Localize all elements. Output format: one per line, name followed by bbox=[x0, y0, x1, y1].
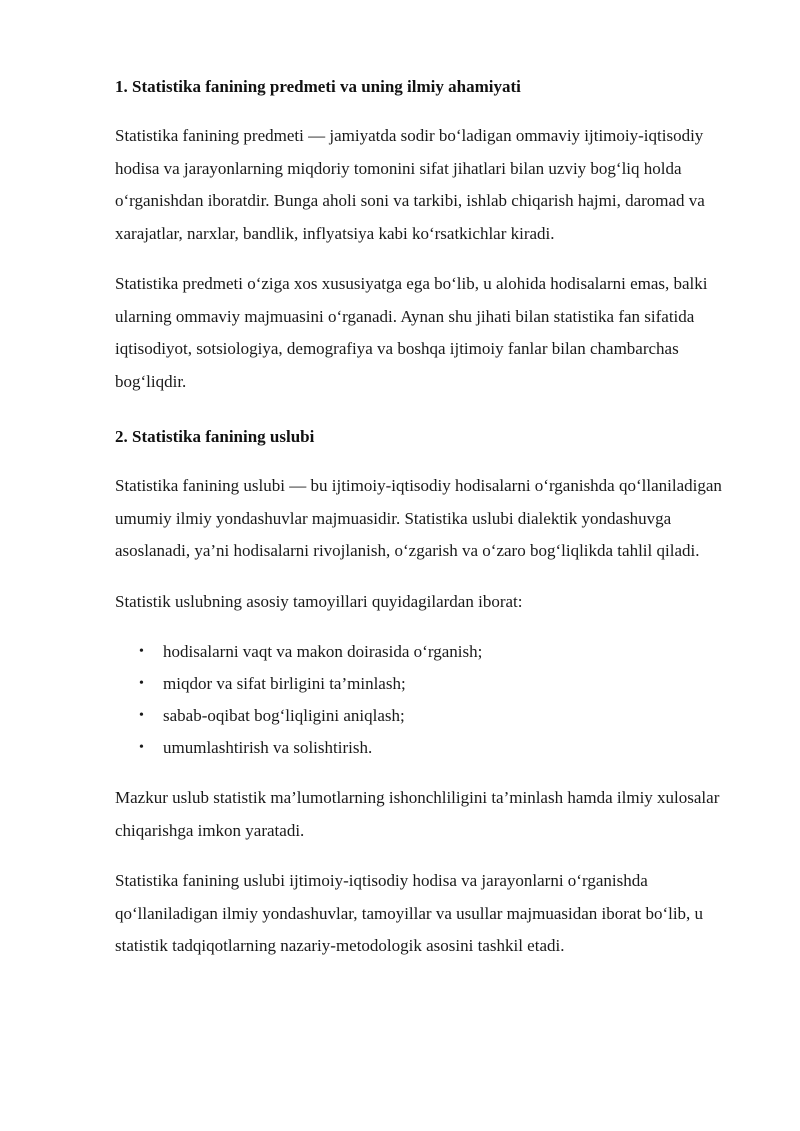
principles-list bbox=[115, 636, 747, 764]
list-item bbox=[139, 732, 747, 764]
section-2-paragraph-2: Statistik uslubning asosiy tamoyillari quyidagilardan iborat: bbox=[115, 591, 523, 611]
section-2-heading: 2. Statistika fanining uslubi bbox=[115, 427, 315, 446]
section-2-paragraph-3: Mazkur uslub statistik ma’lumotlarning ishonchliligini ta’minlash hamda ilmiy xulosalar chiqarishga imkon yaratadi. bbox=[115, 788, 720, 840]
list-item bbox=[139, 636, 747, 668]
section-2-paragraph-4: Statistika fanining uslubi ijtimoiy-iqtisodiy hodisa va jarayonlarni o‘rganishda qo‘llaniladigan ilmiy yondashuvlar, tamoyillar va usullar majmuasidan iborat bo‘lib, u statistik tadqiqotlarning nazariy-metodologik asosini tashkil etadi. bbox=[115, 871, 704, 955]
bullet-icon: • bbox=[139, 708, 144, 723]
bullet-icon: • bbox=[139, 676, 144, 691]
bullet-icon: • bbox=[139, 740, 144, 755]
list-item-text: umumlashtirish va solishtirish. bbox=[163, 738, 373, 757]
list-item-text: miqdor va sifat birligini ta’minlash; bbox=[163, 674, 406, 693]
list-item-text: hodisalarni vaqt va makon doirasida o‘rganish; bbox=[163, 642, 483, 661]
bullet-icon: • bbox=[139, 644, 144, 659]
list-item bbox=[139, 700, 747, 732]
section-1-paragraph-2: Statistika predmeti o‘ziga xos xususiyatga ega bo‘lib, u alohida hodisalarni emas, balki ularning ommaviy majmuasini o‘rganadi. Aynan shu jihati bilan statistika fan sifatida iqtisodiyot, sotsiologiya, demografiya va boshqa ijtimoiy fanlar bilan chambarchas bog‘liqdir. bbox=[115, 274, 708, 391]
document-page bbox=[115, 72, 747, 981]
section-2-paragraph-1: Statistika fanining uslubi — bu ijtimoiy-iqtisodiy hodisalarni o‘rganishda qo‘llaniladigan umumiy ilmiy yondashuvlar majmuasidir. Statistika uslubi dialektik yondashuvga asoslanadi, ya’ni hodisalarni rivojlanish, o‘zgarish va o‘zaro bog‘liqlikda tahlil qiladi. bbox=[115, 476, 722, 560]
section-1-heading: 1. Statistika fanining predmeti va uning ilmiy ahamiyati bbox=[115, 77, 521, 96]
list-item bbox=[139, 668, 747, 700]
list-item-text: sabab-oqibat bog‘liqligini aniqlash; bbox=[163, 706, 405, 725]
section-1-paragraph-1: Statistika fanining predmeti — jamiyatda sodir bo‘ladigan ommaviy ijtimoiy-iqtisodiy hodisa va jarayonlarning miqdoriy tomonini sifat jihatlari bilan uzviy bog‘liq holda o‘rganishdan iboratdir. Bunga aholi soni va tarkibi, ishlab chiqarish hajmi, daromad va xarajatlar, narxlar, bandlik, inflyatsiya kabi ko‘rsatkichlar kiradi. bbox=[115, 126, 705, 243]
